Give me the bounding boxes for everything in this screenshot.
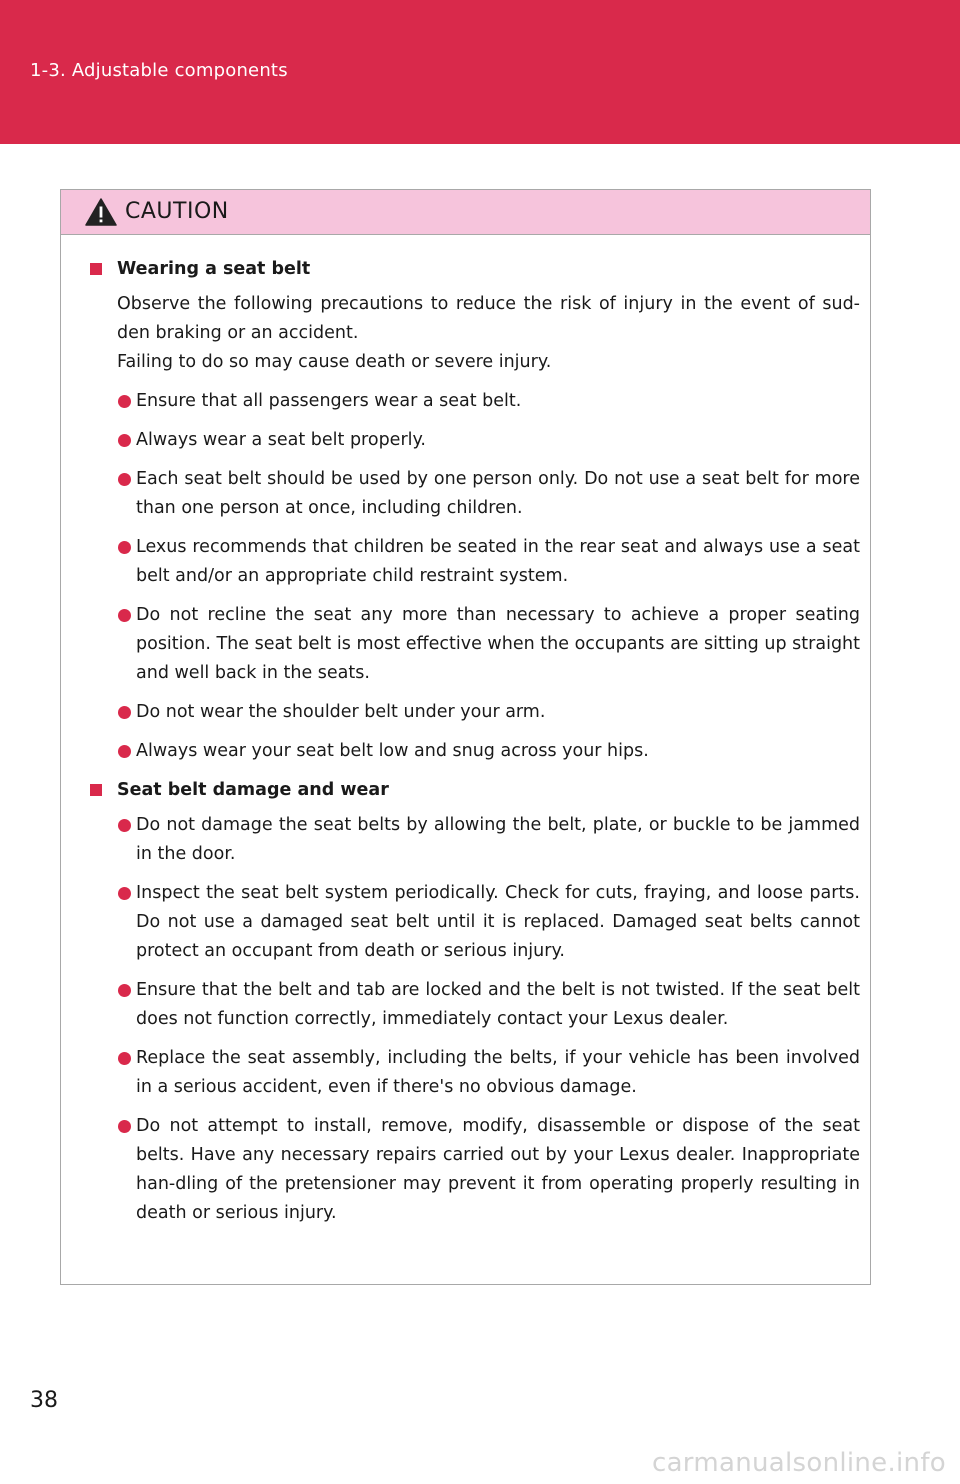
- page-number: 38: [30, 1388, 58, 1413]
- list-item: Do not wear the shoulder belt under your arm.: [88, 698, 860, 727]
- list-item: Inspect the seat belt system periodically. Check for cuts, fraying, and loose parts. Do not use a damaged seat belt until it is replaced. Damaged seat belts cannot protect an occupant from death or serious injury.: [88, 879, 860, 966]
- intro-line: Failing to do so may cause death or severe injury.: [117, 352, 552, 372]
- bullet-dot-icon: [118, 609, 131, 622]
- caution-header: [61, 190, 870, 235]
- square-bullet-icon: [90, 263, 102, 275]
- intro-paragraph: [88, 290, 860, 377]
- header-band: [0, 0, 960, 144]
- list-item: Do not attempt to install, remove, modify, disassemble or dispose of the seat belts. Have any necessary repairs carried out by your Lexus dealer. Inappropriate han-dling of the pretensioner may prevent it from operating properly resulting in death or serious injury.: [88, 1112, 860, 1228]
- section-heading-wearing: Wearing a seat belt: [88, 255, 860, 284]
- list-item: Do not recline the seat any more than necessary to achieve a proper seating position. The seat belt is most effective when the occupants are sitting up straight and well back in the seats.: [88, 601, 860, 688]
- list-item: Always wear a seat belt properly.: [88, 426, 860, 455]
- bullet-list: [88, 387, 860, 766]
- bullet-dot-icon: [118, 434, 131, 447]
- bullet-dot-icon: [118, 1052, 131, 1065]
- bullet-dot-icon: [118, 1120, 131, 1133]
- bullet-list: [88, 811, 860, 1228]
- bullet-dot-icon: [118, 819, 131, 832]
- warning-triangle-icon: [85, 198, 117, 226]
- bullet-dot-icon: [118, 706, 131, 719]
- list-item: Each seat belt should be used by one person only. Do not use a seat belt for more than one person at once, including children.: [88, 465, 860, 523]
- section-heading-damage: Seat belt damage and wear: [88, 776, 860, 805]
- list-item: Ensure that the belt and tab are locked and the belt is not twisted. If the seat belt does not function correctly, immediately contact your Lexus dealer.: [88, 976, 860, 1034]
- bullet-dot-icon: [118, 887, 131, 900]
- watermark: carmanualsonline.info: [651, 1448, 946, 1478]
- list-item: Lexus recommends that children be seated in the rear seat and always use a seat belt and/or an appropriate child restraint system.: [88, 533, 860, 591]
- list-item: Replace the seat assembly, including the belts, if your vehicle has been involved in a serious accident, even if there's no obvious damage.: [88, 1044, 860, 1102]
- list-item: Ensure that all passengers wear a seat belt.: [88, 387, 860, 416]
- bullet-dot-icon: [118, 473, 131, 486]
- square-bullet-icon: [90, 784, 102, 796]
- bullet-dot-icon: [118, 541, 131, 554]
- bullet-dot-icon: [118, 745, 131, 758]
- list-item: Always wear your seat belt low and snug across your hips.: [88, 737, 860, 766]
- section-title: 1-3. Adjustable components: [30, 60, 288, 81]
- caution-label: CAUTION: [125, 199, 229, 224]
- caution-body: [61, 235, 870, 1228]
- bullet-dot-icon: [118, 395, 131, 408]
- list-item: Do not damage the seat belts by allowing the belt, plate, or buckle to be jammed in the door.: [88, 811, 860, 869]
- intro-line: Observe the following precautions to reduce the risk of injury in the event of sud-den braking or an accident.: [117, 294, 860, 343]
- bullet-dot-icon: [118, 984, 131, 997]
- caution-box: [60, 189, 871, 1285]
